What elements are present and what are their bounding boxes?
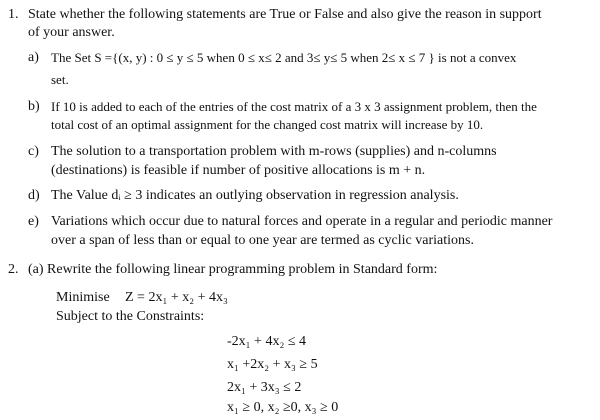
constraint-1: -2x₁ + 4x₂ ≤ 4: [227, 334, 307, 349]
q1d-label: d): [28, 188, 40, 203]
q1a-label: a): [28, 50, 39, 65]
q1d-text-line1: The Value dᵢ ≥ 3 indicates an outlying observation in regression analysis.: [51, 188, 459, 203]
q1c-text-line2: (destinations) is feasible if number of positive allocations is m + n.: [51, 163, 426, 178]
objective-function: Z = 2x₁ + x₂ + 4x₃: [125, 290, 228, 305]
q1e-text-line1: Variations which occur due to natural forces and operate in a regular and periodic manner: [51, 214, 553, 229]
q2-heading: (a) Rewrite the following linear programming problem in Standard form:: [28, 262, 438, 277]
q1b-text-line1: If 10 is added to each of the entries of the cost matrix of a 3 x 3 assignment problem, then the: [51, 99, 537, 114]
q1c-label: c): [28, 144, 39, 159]
q1-instruction-line1: State whether the following statements are True or False and also give the reason in support: [28, 7, 542, 22]
q1b-text-line2: total cost of an optimal assignment for the changed cost matrix will increase by 10.: [51, 117, 484, 132]
constraint-2: x₁ +2x₂ + x₃ ≥ 5: [227, 357, 318, 372]
q1c-text-line1: The solution to a transportation problem with m-rows (supplies) and n-columns: [51, 144, 497, 159]
q1a-text-line1: The Set S ={(x, y) : 0 ≤ y ≤ 5 when 0 ≤ x≤ 2 and 3≤ y≤ 5 when 2≤ x ≤ 7 } is not a convex: [51, 50, 517, 65]
constraint-3: 2x₁ + 3x₃ ≤ 2: [227, 380, 302, 395]
minimise-label: Minimise: [56, 290, 110, 305]
subject-to-label: Subject to the Constraints:: [56, 309, 205, 324]
q2-number: 2.: [8, 262, 19, 277]
q1e-text-line2: over a span of less than or equal to one year are termed as cyclic variations.: [51, 233, 474, 248]
q1a-text-line2: set.: [51, 72, 69, 87]
q1-number: 1.: [8, 7, 19, 22]
non-negativity-constraint: x₁ ≥ 0, x₂ ≥0, x₃ ≥ 0: [227, 400, 339, 415]
q1e-label: e): [28, 214, 39, 229]
q1b-label: b): [28, 99, 40, 114]
q1-instruction-line2: of your answer.: [28, 25, 115, 40]
